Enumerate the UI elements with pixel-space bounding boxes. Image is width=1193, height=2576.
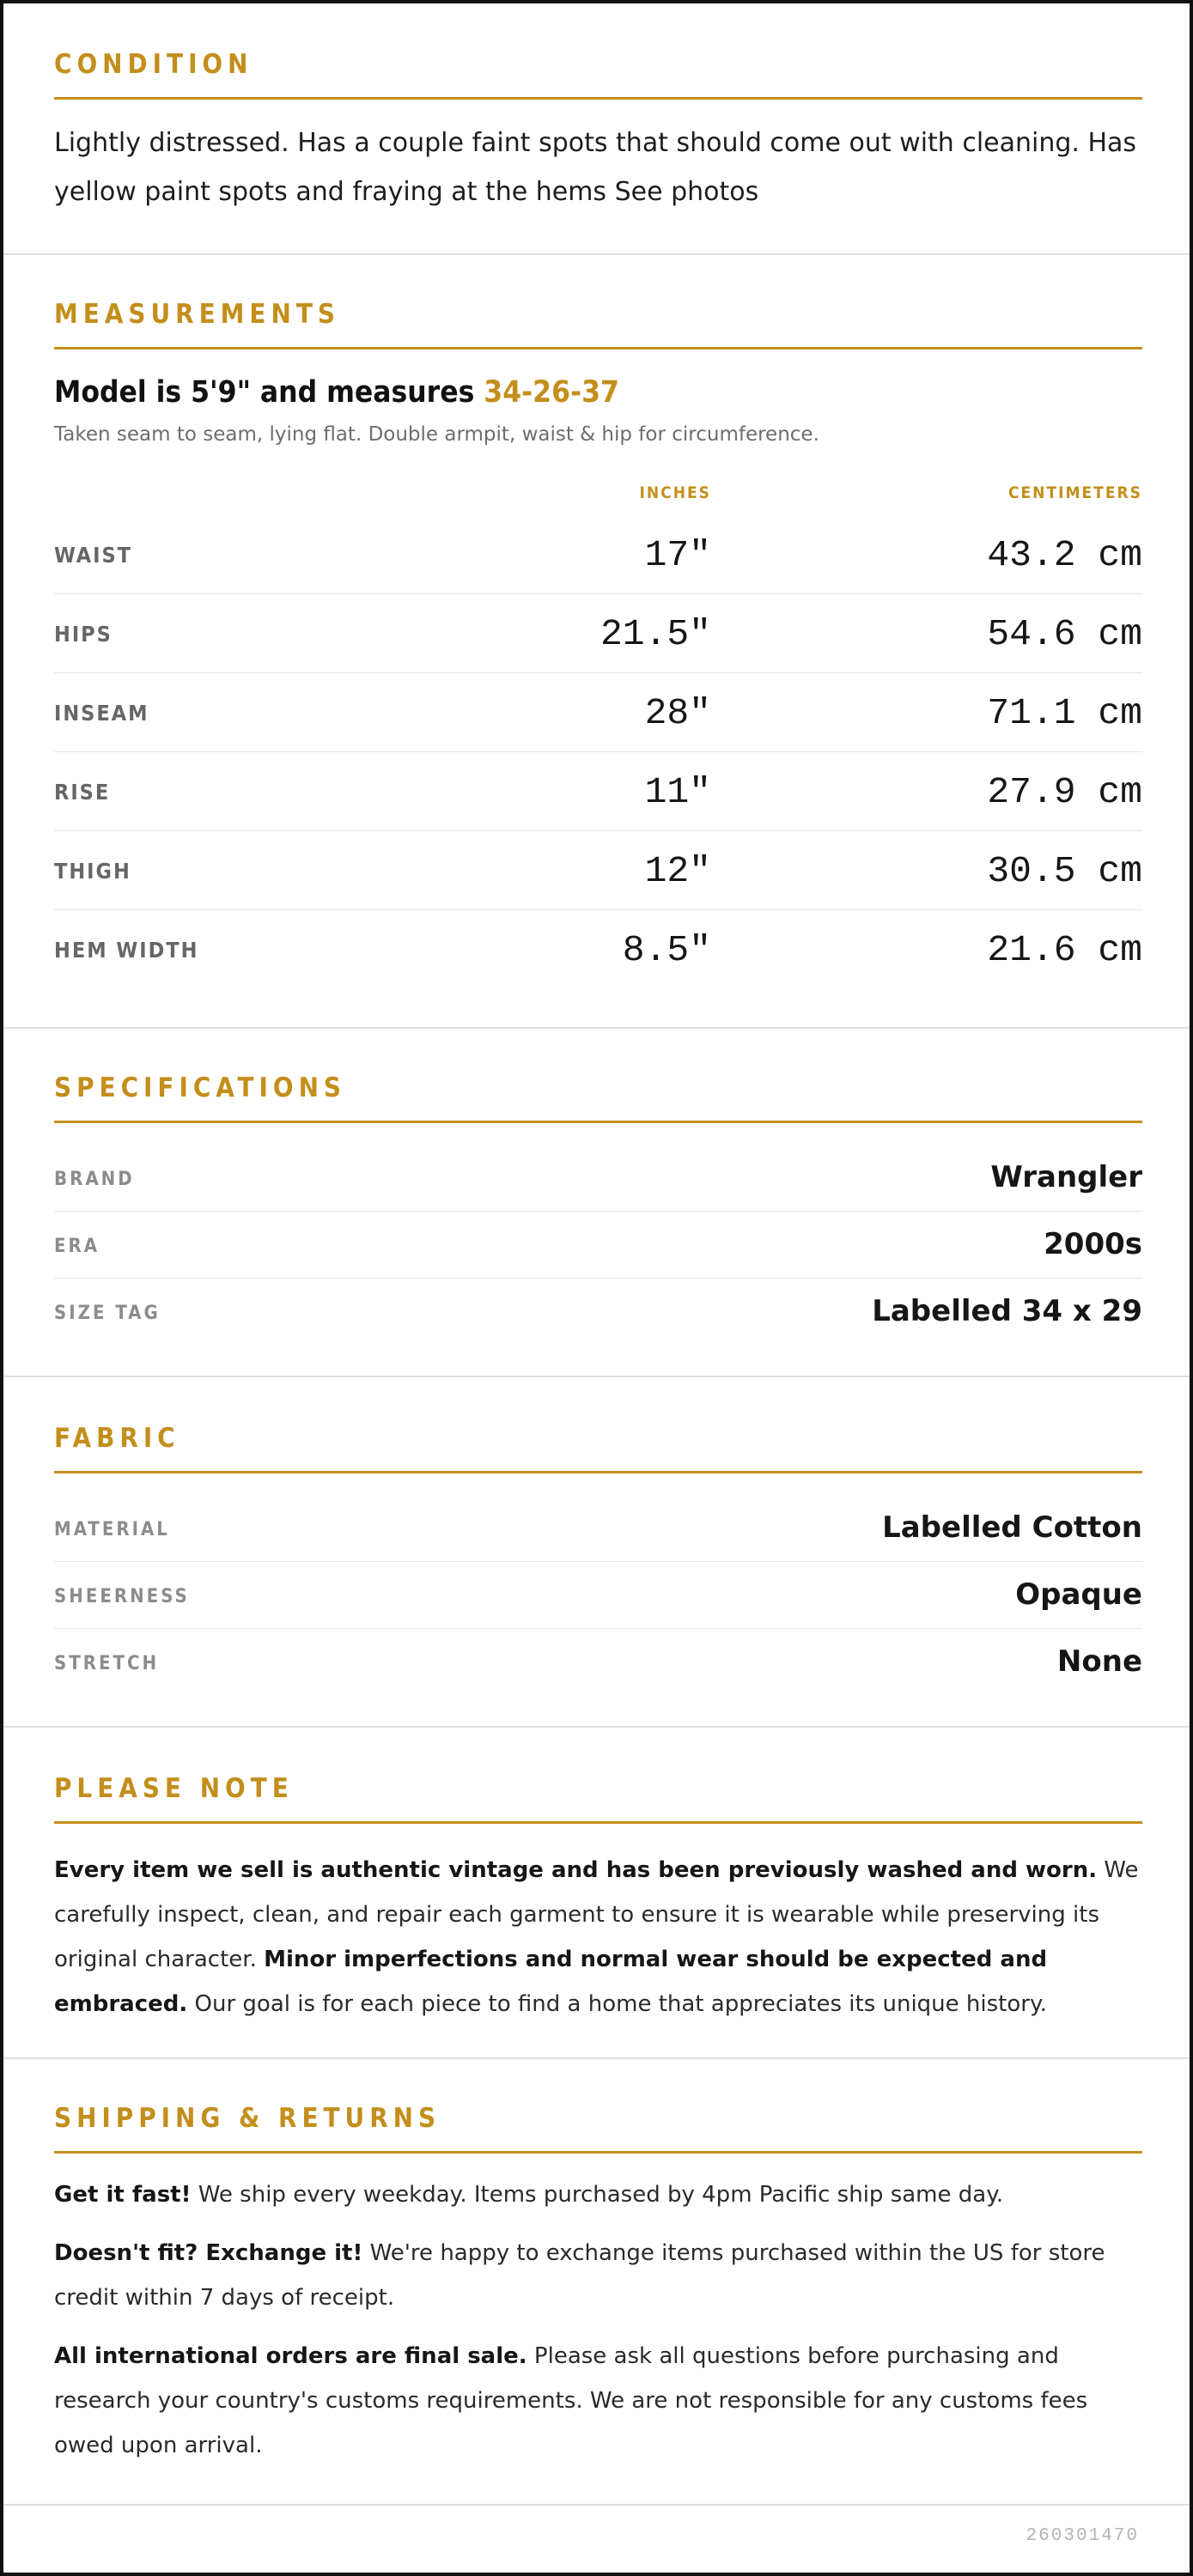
measurement-centimeters: 43.2 cm <box>987 534 1142 576</box>
fabric-row-stretch <box>54 1629 1142 1696</box>
measurements-heading-text: MEASUREMENTS <box>54 299 340 330</box>
fabric-label: SHEERNESS <box>54 1586 190 1607</box>
spec-label: SIZE TAG <box>54 1303 161 1324</box>
shipping-speed-emphasis: Get it fast! <box>54 2182 192 2208</box>
condition-heading <box>54 48 1142 100</box>
measurement-inches: 28" <box>644 692 711 734</box>
note-body-1: We carefully inspect, clean, and repair each garment to ensure it is wearable while preserving its original character. <box>54 1857 1139 1972</box>
measurement-inches: 8.5" <box>622 929 711 971</box>
note-body-2: Our goal is for each piece to find a home that appreciates its unique history. <box>187 1991 1047 2017</box>
please-note-section <box>3 1728 1190 2059</box>
spec-label: ERA <box>54 1236 100 1257</box>
shipping-heading-text: SHIPPING & RETURNS <box>54 2103 441 2134</box>
spec-row-era <box>54 1212 1142 1279</box>
spec-row-brand <box>54 1145 1142 1212</box>
shipping-speed-text: We ship every weekday. Items purchased by 4pm Pacific ship same day. <box>191 2182 1004 2208</box>
measurement-centimeters: 54.6 cm <box>987 613 1142 655</box>
measurement-centimeters: 21.6 cm <box>987 929 1142 971</box>
shipping-heading <box>54 2102 1142 2154</box>
measurement-row-hem-width <box>54 910 1142 989</box>
measurement-label: HEM WIDTH <box>54 938 199 963</box>
spec-value: Wrangler <box>990 1160 1142 1194</box>
shipping-returns-section <box>3 2059 1190 2506</box>
spec-row-size-tag <box>54 1279 1142 1346</box>
fabric-heading <box>54 1422 1142 1473</box>
exchange-text: We're happy to exchange items purchased within the US for store credit within 7 days of receipt. <box>54 2240 1105 2311</box>
exchange-emphasis: Doesn't fit? Exchange it! <box>54 2240 363 2266</box>
please-note-heading-text: PLEASE NOTE <box>54 1773 294 1804</box>
spec-value: Labelled 34 x 29 <box>872 1294 1142 1328</box>
specifications-heading-text: SPECIFICATIONS <box>54 1072 347 1103</box>
shipping-speed-paragraph <box>54 2172 1142 2217</box>
column-header-centimeters: CENTIMETERS <box>1007 483 1142 502</box>
fabric-row-sheerness <box>54 1562 1142 1629</box>
measurement-centimeters: 30.5 cm <box>987 850 1142 892</box>
measurements-heading <box>54 298 1142 349</box>
measurement-row-inseam <box>54 673 1142 752</box>
condition-section <box>3 3 1190 255</box>
measurement-label: RISE <box>54 780 111 805</box>
fabric-value: Opaque <box>1015 1577 1142 1612</box>
fabric-value: Labelled Cotton <box>882 1510 1142 1545</box>
measurement-inches: 11" <box>644 771 711 813</box>
measurement-centimeters: 71.1 cm <box>987 692 1142 734</box>
condition-heading-text: CONDITION <box>54 49 253 80</box>
fabric-label: STRETCH <box>54 1653 160 1674</box>
measurement-label: WAIST <box>54 543 133 568</box>
note-emphasis-imperfections: Minor imperfections and normal wear should be expected and embraced. <box>54 1947 1048 2017</box>
fabric-heading-text: FABRIC <box>54 1423 180 1454</box>
column-header-inches: INCHES <box>639 483 711 502</box>
international-emphasis: All international orders are final sale. <box>54 2343 527 2369</box>
condition-description: Lightly distressed. Has a couple faint spots that should come out with cleaning. Has yellow paint spots and fraying at the hems See photos <box>54 128 1137 207</box>
exchange-paragraph <box>54 2231 1142 2320</box>
note-emphasis-authentic: Every item we sell is authentic vintage and has been previously washed and worn. <box>54 1857 1098 1883</box>
product-id-code: 260301470 <box>1026 2526 1139 2546</box>
measurement-row-hips <box>54 594 1142 673</box>
fabric-value: None <box>1056 1644 1142 1679</box>
measurement-row-waist <box>54 515 1142 594</box>
measurement-inches: 17" <box>644 534 711 576</box>
please-note-heading <box>54 1772 1142 1824</box>
fabric-section <box>3 1377 1190 1728</box>
measurement-label: INSEAM <box>54 701 149 726</box>
international-text: Please ask all questions before purchasing and research your country's customs requirements. We are not responsible for any customs fees owed upon arrival. <box>54 2343 1088 2458</box>
measurement-inches: 21.5" <box>600 613 711 655</box>
measurement-label: THIGH <box>54 859 131 884</box>
measurement-centimeters: 27.9 cm <box>987 771 1142 813</box>
measurement-label: HIPS <box>54 622 113 647</box>
measurements-section <box>3 255 1190 1029</box>
specifications-section <box>3 1029 1190 1377</box>
spec-value: 2000s <box>1044 1227 1142 1261</box>
measurement-row-rise <box>54 752 1142 831</box>
fabric-label: MATERIAL <box>54 1519 170 1540</box>
model-info <box>54 374 619 411</box>
spec-label: BRAND <box>54 1169 135 1190</box>
measuring-method-note: Taken seam to seam, lying flat. Double armpit, waist & hip for circumference. <box>54 423 819 446</box>
international-paragraph <box>54 2334 1142 2468</box>
measurement-row-thigh <box>54 831 1142 910</box>
please-note-text <box>54 1848 1142 2026</box>
specifications-heading <box>54 1072 1142 1123</box>
model-info-prefix: Model is 5'9" and measures <box>54 375 484 410</box>
fabric-row-material <box>54 1495 1142 1562</box>
measurement-inches: 12" <box>644 850 711 892</box>
model-measures: 34-26-37 <box>484 375 619 410</box>
